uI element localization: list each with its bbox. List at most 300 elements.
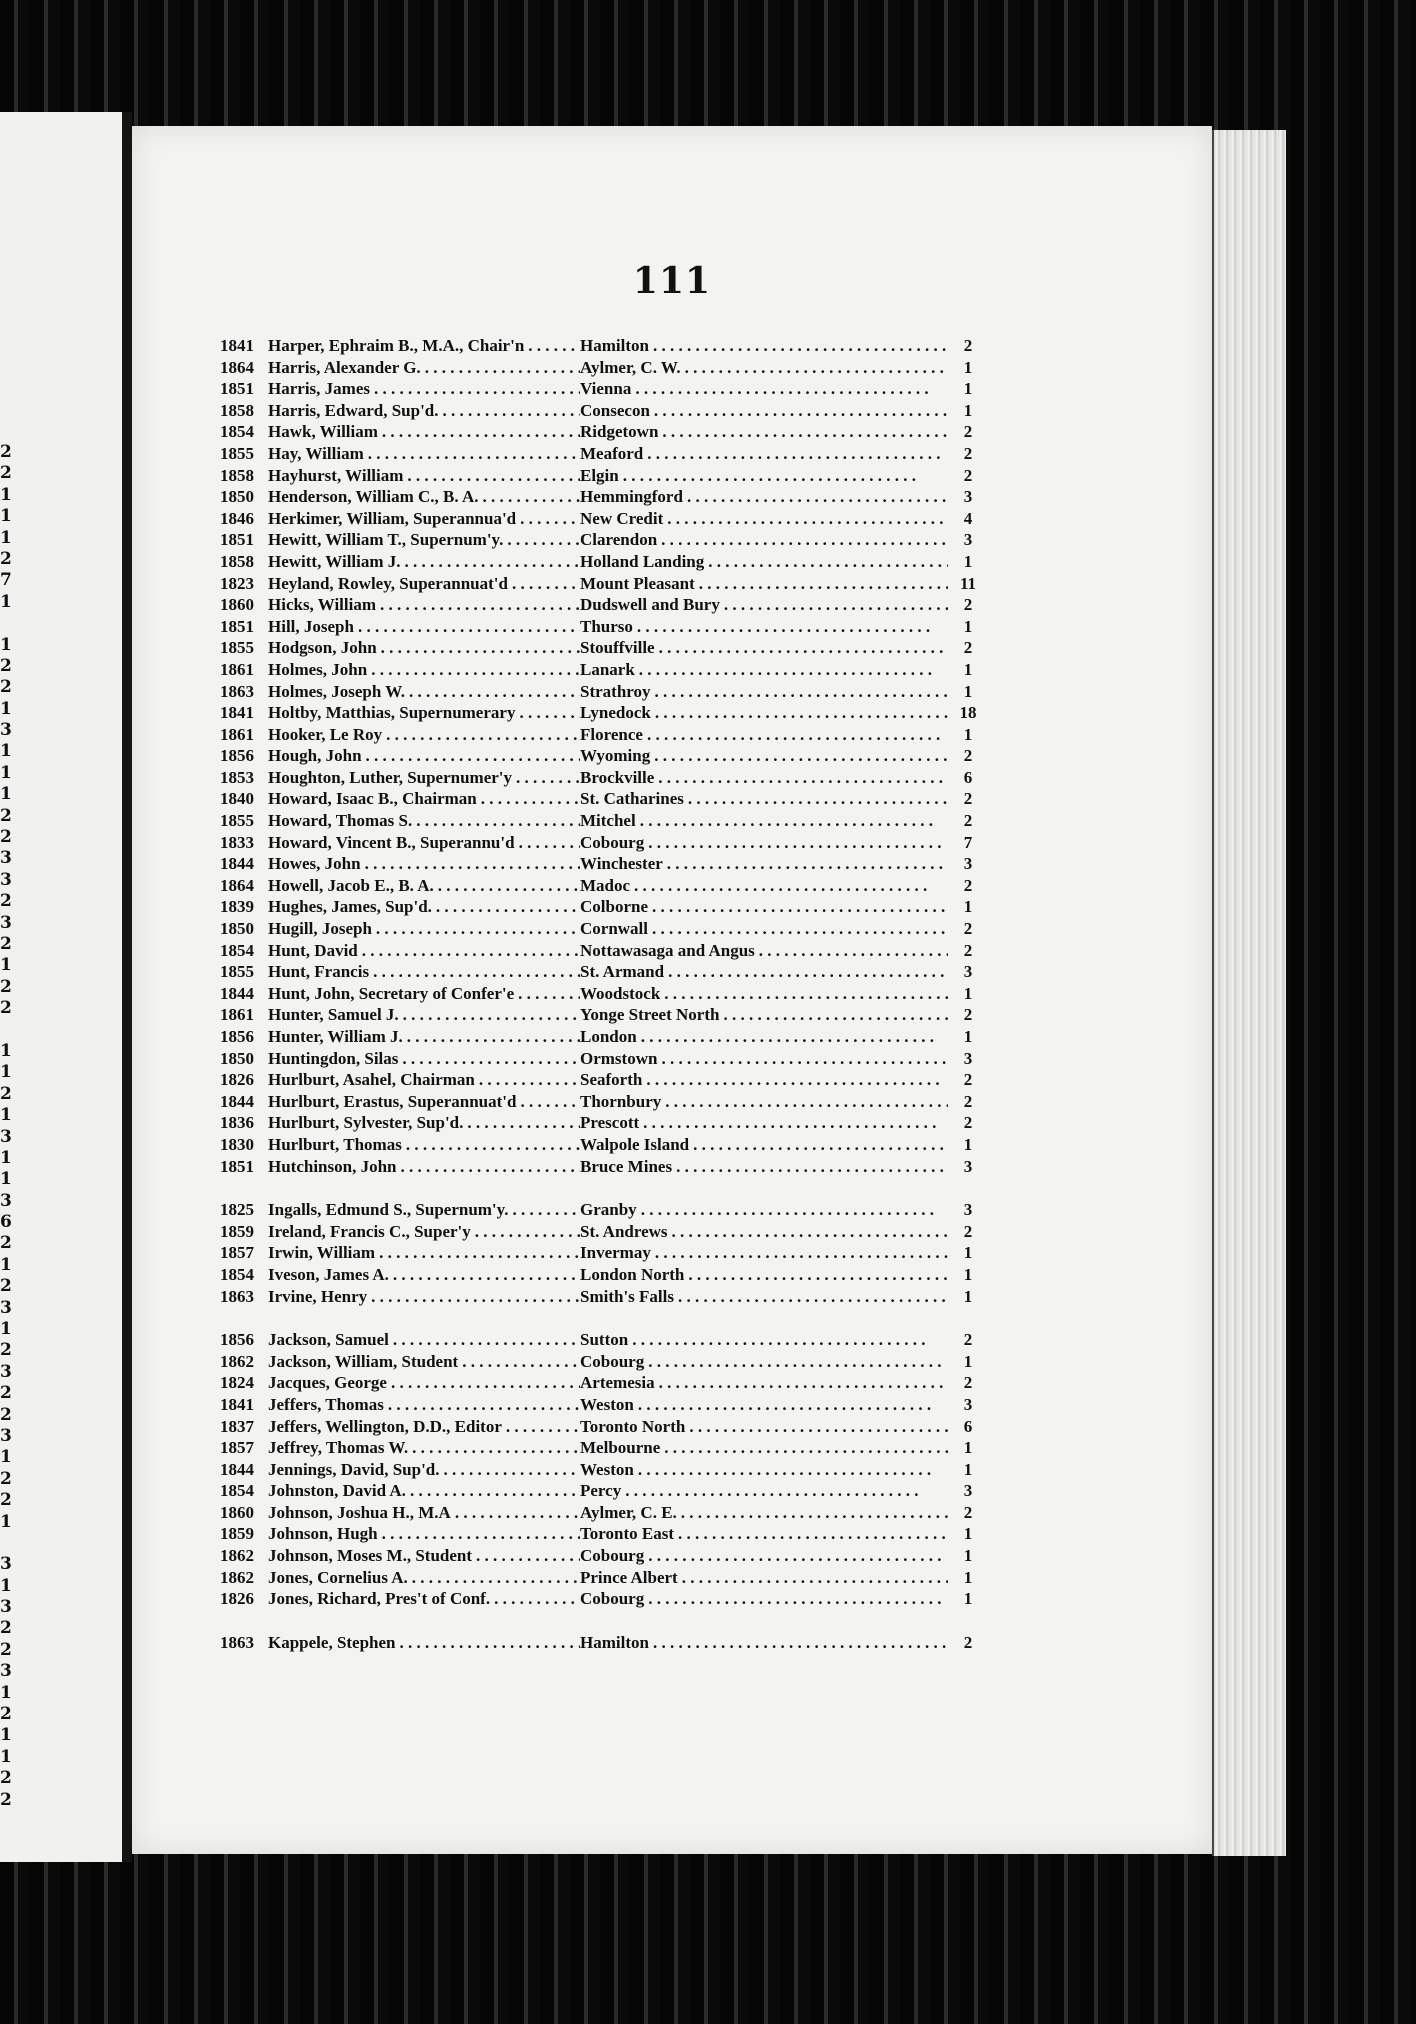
register-entry bbox=[220, 1222, 1120, 1244]
entry-name: Huntingdon, Silas bbox=[268, 1049, 402, 1068]
entry-place-cell bbox=[580, 897, 948, 917]
entry-year: 1856 bbox=[220, 1330, 254, 1350]
entry-name: Johnson, Joshua H., M.A bbox=[268, 1503, 455, 1522]
register-entry bbox=[220, 487, 1120, 509]
register-entry bbox=[220, 1373, 1120, 1395]
entry-place: Smith's Falls bbox=[580, 1287, 678, 1306]
entry-place-cell bbox=[580, 617, 948, 637]
entry-name-cell bbox=[268, 854, 580, 874]
entry-name: Herkimer, William, Superannua'd bbox=[268, 509, 520, 528]
entry-place: Yonge Street North bbox=[580, 1005, 723, 1024]
entry-count: 2 bbox=[963, 919, 973, 939]
entry-place: Invermay bbox=[580, 1243, 655, 1262]
register-entry bbox=[220, 746, 1120, 768]
left-page-digit: 1 bbox=[0, 1511, 12, 1532]
left-page-digit: 1 bbox=[0, 1575, 12, 1596]
register-entry bbox=[220, 1092, 1120, 1114]
entry-place-cell bbox=[580, 1092, 948, 1112]
left-page-digit: 1 bbox=[0, 634, 12, 655]
left-page-digit: 2 bbox=[0, 1383, 12, 1404]
entry-place: Brockville bbox=[580, 768, 658, 787]
left-page-digit: 1 bbox=[0, 506, 12, 527]
entry-place-cell bbox=[580, 1287, 948, 1307]
entry-name-cell bbox=[268, 1092, 580, 1112]
entry-count: 2 bbox=[963, 1373, 973, 1393]
entry-name-cell bbox=[268, 1222, 580, 1242]
entry-place-cell bbox=[580, 1200, 948, 1220]
entry-name-cell bbox=[268, 746, 580, 766]
entry-name: Houghton, Luther, Supernumer'y bbox=[268, 768, 516, 787]
entry-place: Florence bbox=[580, 725, 647, 744]
left-page-digit: 1 bbox=[0, 741, 12, 762]
entry-name-cell bbox=[268, 552, 580, 572]
entry-year: 1841 bbox=[220, 703, 254, 723]
entry-name: Hunt, John, Secretary of Confer'e bbox=[268, 984, 518, 1003]
entry-count: 2 bbox=[963, 1632, 973, 1652]
entry-name: Hough, John bbox=[268, 746, 366, 765]
left-page-digit: 2 bbox=[0, 1233, 12, 1254]
left-page-digit: 2 bbox=[0, 1618, 12, 1639]
entry-place-cell bbox=[580, 1352, 948, 1372]
entry-count: 1 bbox=[963, 681, 973, 701]
entry-count: 2 bbox=[963, 789, 973, 809]
left-page-digit: 2 bbox=[0, 1340, 12, 1361]
entry-count: 6 bbox=[963, 1416, 973, 1436]
entry-name-cell bbox=[268, 768, 580, 788]
entry-name: Hicks, William bbox=[268, 595, 380, 614]
register-entry bbox=[220, 1438, 1120, 1460]
left-page-digit: 1 bbox=[0, 591, 12, 612]
entry-place: Cobourg bbox=[580, 1352, 648, 1371]
entry-year: 1857 bbox=[220, 1243, 254, 1263]
register-entry bbox=[220, 1417, 1120, 1439]
entry-place: Strathroy bbox=[580, 682, 655, 701]
register-entry bbox=[220, 1568, 1120, 1590]
entry-place-cell bbox=[580, 1568, 948, 1588]
entry-place: Percy bbox=[580, 1481, 625, 1500]
register-entry bbox=[220, 595, 1120, 617]
entry-name-cell bbox=[268, 1243, 580, 1263]
entry-name-cell bbox=[268, 379, 580, 399]
entry-name-cell bbox=[268, 1589, 580, 1609]
entry-place-cell bbox=[580, 746, 948, 766]
entry-count: 2 bbox=[963, 443, 973, 463]
register-entry bbox=[220, 1243, 1120, 1265]
entry-name: Hunter, William J. bbox=[268, 1027, 407, 1046]
entry-count: 1 bbox=[963, 379, 973, 399]
entry-name-cell bbox=[268, 1265, 580, 1285]
entry-year: 1854 bbox=[220, 422, 254, 442]
entry-year: 1851 bbox=[220, 530, 254, 550]
left-page-digit: 1 bbox=[0, 1682, 12, 1703]
entry-year: 1860 bbox=[220, 595, 254, 615]
entry-place-cell bbox=[580, 1395, 948, 1415]
entry-place-cell bbox=[580, 1265, 948, 1285]
entry-name: Hewitt, William T., Supernum'y. bbox=[268, 530, 507, 549]
entry-year: 1844 bbox=[220, 983, 254, 1003]
entry-count: 2 bbox=[963, 638, 973, 658]
entry-name: Hooker, Le Roy bbox=[268, 725, 386, 744]
entry-year: 1862 bbox=[220, 1546, 254, 1566]
register-entry bbox=[220, 1330, 1120, 1352]
left-page-digit: 1 bbox=[0, 1169, 12, 1190]
register-entry bbox=[220, 1633, 1120, 1655]
entry-place-cell bbox=[580, 1243, 948, 1263]
entry-count: 3 bbox=[963, 1048, 973, 1068]
section-spacer bbox=[220, 1611, 1120, 1633]
register-entry bbox=[220, 768, 1120, 790]
entry-year: 1855 bbox=[220, 443, 254, 463]
entry-name-cell bbox=[268, 1135, 580, 1155]
left-page-digit: 2 bbox=[0, 548, 12, 569]
left-page-digit: 3 bbox=[0, 1297, 12, 1318]
entry-name-cell bbox=[268, 444, 580, 464]
entry-place-cell bbox=[580, 703, 948, 723]
entry-name-cell bbox=[268, 811, 580, 831]
entry-place: Hemmingford bbox=[580, 487, 687, 506]
entry-year: 1860 bbox=[220, 1502, 254, 1522]
entry-count: 3 bbox=[963, 530, 973, 550]
left-page-digit: 2 bbox=[0, 1490, 12, 1511]
entry-name-cell bbox=[268, 336, 580, 356]
entry-count: 2 bbox=[963, 1005, 973, 1025]
register-entry bbox=[220, 789, 1120, 811]
entry-name: Irvine, Henry bbox=[268, 1287, 371, 1306]
entry-name: Hunt, David bbox=[268, 941, 362, 960]
entry-year: 1864 bbox=[220, 357, 254, 377]
entry-place: Meaford bbox=[580, 444, 647, 463]
entry-place: London bbox=[580, 1027, 641, 1046]
entry-year: 1855 bbox=[220, 638, 254, 658]
entry-year: 1858 bbox=[220, 400, 254, 420]
entry-place-cell bbox=[580, 509, 948, 529]
entry-place-cell bbox=[580, 1135, 948, 1155]
left-page-digit: 1 bbox=[0, 1147, 12, 1168]
entry-place-cell bbox=[580, 1460, 948, 1480]
entry-count: 3 bbox=[963, 487, 973, 507]
entry-count: 2 bbox=[963, 1113, 973, 1133]
left-page-digit: 3 bbox=[0, 1554, 12, 1575]
entry-name-cell bbox=[268, 660, 580, 680]
entry-name-cell bbox=[268, 1027, 580, 1047]
entry-place-cell bbox=[580, 1070, 948, 1090]
entry-name: Hayhurst, William bbox=[268, 466, 407, 485]
entry-name-cell bbox=[268, 833, 580, 853]
entry-year: 1844 bbox=[220, 1091, 254, 1111]
entry-name: Howard, Isaac B., Chairman bbox=[268, 789, 481, 808]
entry-year: 1844 bbox=[220, 1459, 254, 1479]
entry-year: 1837 bbox=[220, 1416, 254, 1436]
entry-name: Hewitt, William J. bbox=[268, 552, 405, 571]
entry-name-cell bbox=[268, 1070, 580, 1090]
entry-place: Seaforth bbox=[580, 1070, 646, 1089]
entry-name-cell bbox=[268, 487, 580, 507]
entry-year: 1855 bbox=[220, 962, 254, 982]
entry-year: 1858 bbox=[220, 551, 254, 571]
entry-year: 1836 bbox=[220, 1113, 254, 1133]
entry-count: 3 bbox=[963, 1200, 973, 1220]
entry-count: 2 bbox=[963, 465, 973, 485]
entry-year: 1864 bbox=[220, 875, 254, 895]
entry-count: 2 bbox=[963, 1330, 973, 1350]
entry-name-cell bbox=[268, 466, 580, 486]
entry-place: Weston bbox=[580, 1395, 638, 1414]
register-entry bbox=[220, 941, 1120, 963]
entry-name: Jeffers, Thomas bbox=[268, 1395, 388, 1414]
entry-name: Jones, Cornelius A. bbox=[268, 1568, 412, 1587]
entry-count: 2 bbox=[963, 1502, 973, 1522]
register-entry bbox=[220, 1524, 1120, 1546]
left-page-digit: 2 bbox=[0, 655, 12, 676]
entry-year: 1841 bbox=[220, 1394, 254, 1414]
left-page-digit: 2 bbox=[0, 1789, 12, 1810]
entry-place-cell bbox=[580, 1027, 948, 1047]
register-entry bbox=[220, 682, 1120, 704]
entry-name-cell bbox=[268, 1200, 580, 1220]
entry-place-cell bbox=[580, 941, 948, 961]
entry-year: 1855 bbox=[220, 811, 254, 831]
book-page bbox=[132, 126, 1212, 1854]
section-spacer bbox=[220, 1178, 1120, 1200]
left-page-digit: 2 bbox=[0, 677, 12, 698]
left-page-digit: 1 bbox=[0, 1447, 12, 1468]
left-page-digit: 3 bbox=[0, 1126, 12, 1147]
entry-place: Aylmer, C. E. bbox=[580, 1503, 681, 1522]
entry-name-cell bbox=[268, 703, 580, 723]
entry-count: 2 bbox=[963, 1070, 973, 1090]
entry-year: 1854 bbox=[220, 1481, 254, 1501]
left-page-digit: 3 bbox=[0, 1597, 12, 1618]
entry-name: Harris, Alexander G. bbox=[268, 358, 425, 377]
entry-year: 1863 bbox=[220, 1632, 254, 1652]
left-page-digit: 1 bbox=[0, 527, 12, 548]
entry-place-cell bbox=[580, 1417, 948, 1437]
entry-name-cell bbox=[268, 984, 580, 1004]
entry-count: 1 bbox=[963, 659, 973, 679]
entry-place-cell bbox=[580, 638, 948, 658]
entry-name-cell bbox=[268, 876, 580, 896]
entry-place-cell bbox=[580, 1373, 948, 1393]
entry-year: 1861 bbox=[220, 1005, 254, 1025]
entry-year: 1853 bbox=[220, 767, 254, 787]
entry-name: Ireland, Francis C., Super'y bbox=[268, 1222, 475, 1241]
left-page-digit: 2 bbox=[0, 1704, 12, 1725]
register-entry bbox=[220, 1589, 1120, 1611]
register-entry bbox=[220, 984, 1120, 1006]
entry-year: 1862 bbox=[220, 1567, 254, 1587]
entry-place: Vienna bbox=[580, 379, 635, 398]
left-page-digit: 2 bbox=[0, 1276, 12, 1297]
entry-name: Henderson, William C., B. A. bbox=[268, 487, 482, 506]
left-page-digit: 2 bbox=[0, 891, 12, 912]
entry-name: Hunter, Samuel J. bbox=[268, 1005, 403, 1024]
entry-name: Irwin, William bbox=[268, 1243, 379, 1262]
entry-place: Lynedock bbox=[580, 703, 655, 722]
left-page-digit: 6 bbox=[0, 1212, 12, 1233]
entry-count: 1 bbox=[963, 357, 973, 377]
entry-name-cell bbox=[268, 1373, 580, 1393]
entry-name-cell bbox=[268, 1049, 580, 1069]
entry-count: 6 bbox=[963, 767, 973, 787]
entry-count: 1 bbox=[963, 1286, 973, 1306]
register-entry bbox=[220, 1027, 1120, 1049]
page-number: 111 bbox=[632, 260, 712, 302]
entry-place: Colborne bbox=[580, 897, 652, 916]
entry-name-cell bbox=[268, 530, 580, 550]
entry-name: Holmes, John bbox=[268, 660, 371, 679]
entry-name: Jackson, William, Student bbox=[268, 1352, 462, 1371]
entry-year: 1851 bbox=[220, 379, 254, 399]
register-entry bbox=[220, 1287, 1120, 1309]
left-page-digit: 7 bbox=[0, 570, 12, 591]
left-page-digit: 2 bbox=[0, 442, 12, 462]
register-entry bbox=[220, 1070, 1120, 1092]
register-entry bbox=[220, 638, 1120, 660]
entry-count: 1 bbox=[963, 1589, 973, 1609]
entry-place: Wyoming bbox=[580, 746, 654, 765]
entry-place: Bruce Mines bbox=[580, 1157, 676, 1176]
entry-place: Holland Landing bbox=[580, 552, 708, 571]
entry-place-cell bbox=[580, 336, 948, 356]
left-page-digit-column bbox=[0, 442, 14, 1811]
register-entry bbox=[220, 574, 1120, 596]
entry-place-cell bbox=[580, 444, 948, 464]
entry-name-cell bbox=[268, 1503, 580, 1523]
entry-name: Hurlburt, Sylvester, Sup'd. bbox=[268, 1113, 467, 1132]
register-entry bbox=[220, 379, 1120, 401]
left-page-digit: 1 bbox=[0, 1319, 12, 1340]
register-entry bbox=[220, 422, 1120, 444]
left-page-digit: 1 bbox=[0, 955, 12, 976]
register-entry bbox=[220, 1005, 1120, 1027]
entry-place: Cobourg bbox=[580, 1546, 648, 1565]
entry-name: Jennings, David, Sup'd. bbox=[268, 1460, 444, 1479]
entry-place-cell bbox=[580, 552, 948, 572]
register-entry bbox=[220, 660, 1120, 682]
entry-name-cell bbox=[268, 682, 580, 702]
left-page-digit: 3 bbox=[0, 848, 12, 869]
entry-count: 2 bbox=[963, 1091, 973, 1111]
entry-count: 1 bbox=[963, 1243, 973, 1263]
left-page-digit: 2 bbox=[0, 1083, 12, 1104]
entry-place: Woodstock bbox=[580, 984, 664, 1003]
left-page-digit: 2 bbox=[0, 933, 12, 954]
entry-place: Aylmer, C. W. bbox=[580, 358, 685, 377]
entry-count: 2 bbox=[963, 811, 973, 831]
entry-name-cell bbox=[268, 919, 580, 939]
entry-place: Prescott bbox=[580, 1113, 643, 1132]
book-gutter bbox=[122, 112, 132, 1862]
entry-count: 1 bbox=[963, 400, 973, 420]
entry-place: Toronto North bbox=[580, 1417, 689, 1436]
left-page-digit: 2 bbox=[0, 998, 12, 1019]
entry-place-cell bbox=[580, 422, 948, 442]
entry-place-cell bbox=[580, 811, 948, 831]
register-entry bbox=[220, 1352, 1120, 1374]
entry-place-cell bbox=[580, 1222, 948, 1242]
entry-place-cell bbox=[580, 833, 948, 853]
register-entry bbox=[220, 552, 1120, 574]
entry-year: 1839 bbox=[220, 897, 254, 917]
register-entry bbox=[220, 962, 1120, 984]
register-entry bbox=[220, 1503, 1120, 1525]
entry-name-cell bbox=[268, 897, 580, 917]
left-page-digit: 2 bbox=[0, 827, 12, 848]
entry-year: 1850 bbox=[220, 1048, 254, 1068]
entry-year: 1851 bbox=[220, 1156, 254, 1176]
register-entry bbox=[220, 876, 1120, 898]
entry-place-cell bbox=[580, 789, 948, 809]
entry-count: 1 bbox=[963, 1134, 973, 1154]
entry-place-cell bbox=[580, 1633, 948, 1653]
entry-count: 2 bbox=[963, 1221, 973, 1241]
entry-name-cell bbox=[268, 401, 580, 421]
entry-name: Harris, Edward, Sup'd. bbox=[268, 401, 443, 420]
entry-name: Howell, Jacob E., B. A. bbox=[268, 876, 438, 895]
entry-year: 1862 bbox=[220, 1351, 254, 1371]
entry-count: 3 bbox=[963, 1481, 973, 1501]
entry-count: 1 bbox=[963, 724, 973, 744]
entry-count: 1 bbox=[963, 1027, 973, 1046]
entry-year: 1856 bbox=[220, 1027, 254, 1046]
entry-place: St. Armand bbox=[580, 962, 668, 981]
entry-name-cell bbox=[268, 1460, 580, 1480]
entry-place: Walpole Island bbox=[580, 1135, 693, 1154]
entry-year: 1824 bbox=[220, 1373, 254, 1393]
entry-year: 1863 bbox=[220, 681, 254, 701]
entry-count: 1 bbox=[963, 1351, 973, 1371]
entry-place-cell bbox=[580, 768, 948, 788]
register-entry bbox=[220, 1481, 1120, 1503]
entry-name-cell bbox=[268, 617, 580, 637]
entry-place-cell bbox=[580, 660, 948, 680]
entry-name-cell bbox=[268, 595, 580, 615]
entry-count: 1 bbox=[963, 616, 973, 636]
register-entry bbox=[220, 833, 1120, 855]
entry-count: 1 bbox=[963, 1546, 973, 1566]
entry-place-cell bbox=[580, 854, 948, 874]
entry-count: 1 bbox=[963, 897, 973, 917]
entry-place-cell bbox=[580, 595, 948, 615]
entry-place: Ridgetown bbox=[580, 422, 662, 441]
entry-place-cell bbox=[580, 1589, 948, 1609]
entry-name-cell bbox=[268, 1287, 580, 1307]
entry-place: Sutton bbox=[580, 1330, 632, 1349]
entry-year: 1846 bbox=[220, 508, 254, 528]
entry-count: 2 bbox=[963, 336, 973, 355]
entry-place: London North bbox=[580, 1265, 688, 1284]
entry-count: 2 bbox=[963, 940, 973, 960]
register-entry bbox=[220, 1135, 1120, 1157]
entry-place: New Credit bbox=[580, 509, 667, 528]
entry-name: Johnson, Moses M., Student bbox=[268, 1546, 476, 1565]
left-page-digit bbox=[0, 1533, 14, 1554]
entry-count: 1 bbox=[963, 551, 973, 571]
entry-name-cell bbox=[268, 1481, 580, 1501]
left-page-digit: 3 bbox=[0, 1425, 12, 1446]
entry-place-cell bbox=[580, 1481, 948, 1501]
left-page-digit: 1 bbox=[0, 1062, 12, 1083]
register-entry bbox=[220, 1460, 1120, 1482]
register-entry bbox=[220, 703, 1120, 725]
entry-year: 1826 bbox=[220, 1589, 254, 1609]
entry-place: St. Catharines bbox=[580, 789, 688, 808]
left-page-digit: 2 bbox=[0, 976, 12, 997]
entry-count: 1 bbox=[963, 1264, 973, 1284]
entry-year: 1859 bbox=[220, 1221, 254, 1241]
entry-name: Hugill, Joseph bbox=[268, 919, 376, 938]
entry-place: Winchester bbox=[580, 854, 667, 873]
